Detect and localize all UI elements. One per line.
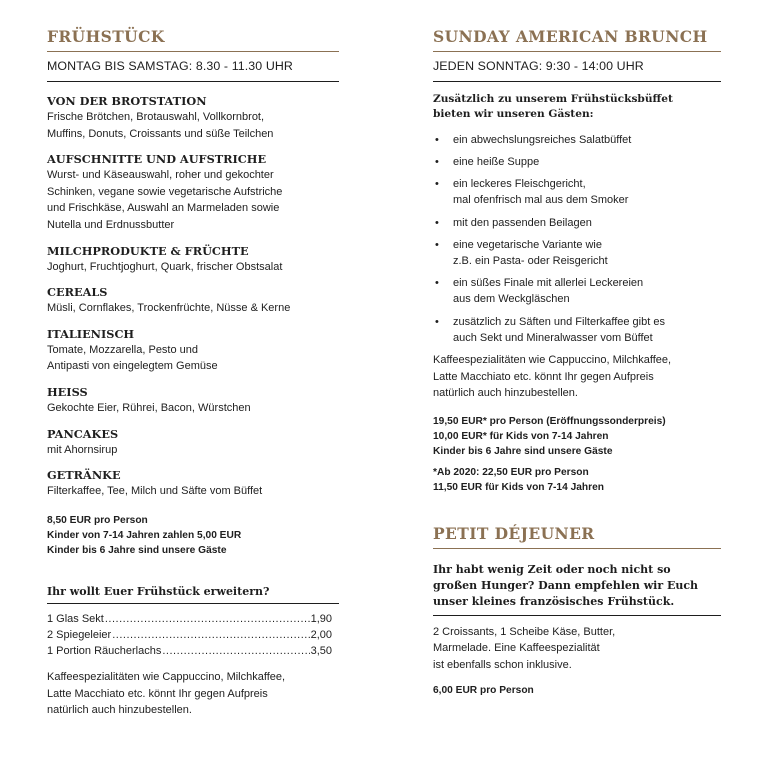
intro-line: unser kleines französisches Frühstück. xyxy=(433,595,675,609)
price-line: 11,50 EUR für Kids von 7-14 Jahren xyxy=(433,481,604,493)
bullet-text: ein leckeres Fleischgericht, xyxy=(453,178,586,191)
extra-price: 2,00 xyxy=(310,628,332,641)
extra-label: 1 Portion Räucherlachs xyxy=(47,644,162,657)
extra-price: 1,90 xyxy=(310,612,332,625)
note-line: Latte Macchiato etc. könnt Ihr gegen Aufpreis xyxy=(433,370,654,383)
category-description: Müsli, Cornflakes, Trockenfrüchte, Nüsse & Kerne xyxy=(47,302,291,315)
note-line: Kaffeespezialitäten wie Cappuccino, Milchkaffee, xyxy=(433,354,672,367)
extra-row xyxy=(47,611,332,627)
times-rule xyxy=(47,81,339,82)
brunch-prices-2020 xyxy=(433,465,721,495)
bullet-icon: • xyxy=(435,216,439,229)
fruehstueck-categories xyxy=(47,94,339,500)
price-line: 19,50 EUR* pro Person (Eröffnungssonderpreis) xyxy=(433,415,666,427)
petit-desc xyxy=(433,624,721,674)
category-description: Filterkaffee, Tee, Milch und Säfte vom Büffet xyxy=(47,485,263,498)
title-rule xyxy=(433,51,721,52)
menu-category xyxy=(47,385,339,417)
category-description: mit Ahornsirup xyxy=(47,443,118,456)
category-description: Schinken, vegane sowie vegetarische Aufstriche xyxy=(47,185,283,198)
extra-row xyxy=(47,643,332,659)
note-line: natürlich auch hinzubestellen. xyxy=(433,387,578,400)
petit-price: 6,00 EUR pro Person xyxy=(433,685,534,697)
leader-dots xyxy=(105,611,310,627)
brunch-bullets xyxy=(433,132,721,346)
fruehstueck-section xyxy=(47,0,339,719)
category-description: Joghurt, Fruchtjoghurt, Quark, frischer Obstsalat xyxy=(47,260,283,273)
extra-price: 3,50 xyxy=(310,644,332,657)
category-description: Gekochte Eier, Rührei, Bacon, Würstchen xyxy=(47,401,251,414)
petit-section xyxy=(433,525,721,698)
brunch-coffee-note xyxy=(433,352,721,402)
list-item xyxy=(433,132,721,148)
category-name: AUFSCHNITTE UND AUFSTRICHE xyxy=(47,152,267,167)
times-rule xyxy=(433,81,721,82)
menu-category xyxy=(47,468,339,500)
bullet-text: eine vegetarische Variante wie xyxy=(453,238,602,251)
price-adult: 8,50 EUR pro Person xyxy=(47,514,148,526)
list-item xyxy=(433,314,721,346)
desc-line: 2 Croissants, 1 Scheibe Käse, Butter, xyxy=(433,625,616,638)
price-small-kids: Kinder bis 6 Jahre sind unsere Gäste xyxy=(47,544,227,556)
fruehstueck-title: FRÜHSTÜCK xyxy=(47,27,165,46)
brunch-times: JEDEN SONNTAG: 9:30 - 14:00 UHR xyxy=(433,59,644,73)
list-item xyxy=(433,237,721,269)
extend-rule xyxy=(47,603,339,604)
bullet-text: mit den passenden Beilagen xyxy=(453,216,592,229)
list-item xyxy=(433,275,721,307)
menu-category xyxy=(47,327,339,375)
bullet-text: auch Sekt und Mineralwasser vom Büffet xyxy=(453,331,653,344)
bullet-icon: • xyxy=(435,315,439,328)
fruehstueck-prices xyxy=(47,513,339,558)
bullet-icon: • xyxy=(435,156,439,169)
bullet-text: mal ofenfrisch mal aus dem Smoker xyxy=(453,194,629,207)
menu-category xyxy=(47,427,339,459)
category-name: ITALIENISCH xyxy=(47,326,135,341)
note-line: Latte Macchiato etc. könnt Ihr gegen Aufpreis xyxy=(47,687,268,700)
brunch-intro xyxy=(433,92,721,123)
category-name: PANCAKES xyxy=(47,426,119,441)
category-description: Nutella und Erdnussbutter xyxy=(47,218,175,231)
category-name: GETRÄNKE xyxy=(47,468,121,483)
bullet-icon: • xyxy=(435,277,439,290)
bullet-text: z.B. ein Pasta- oder Reisgericht xyxy=(453,255,608,268)
bullet-icon: • xyxy=(435,133,439,146)
category-name: MILCHPRODUKTE & FRÜCHTE xyxy=(47,243,249,258)
brunch-title: SUNDAY AMERICAN BRUNCH xyxy=(433,27,708,46)
note-line: Kaffeespezialitäten wie Cappuccino, Milchkaffee, xyxy=(47,670,286,683)
petit-title: PETIT DÉJEUNER xyxy=(433,524,595,543)
bullet-text: ein süßes Finale mit allerlei Leckereien xyxy=(453,277,644,290)
extra-row xyxy=(47,627,332,643)
extend-title: Ihr wollt Euer Frühstück erweitern? xyxy=(47,584,270,598)
category-description: Tomate, Mozzarella, Pesto und xyxy=(47,343,199,356)
category-name: CEREALS xyxy=(47,285,108,300)
title-rule xyxy=(47,51,339,52)
extras-list xyxy=(47,611,332,659)
extra-label: 1 Glas Sekt xyxy=(47,612,104,625)
title-rule xyxy=(433,548,721,549)
category-description: Wurst- und Käseauswahl, roher und gekochter xyxy=(47,169,274,182)
category-description: Muffins, Donuts, Croissants und süße Teilchen xyxy=(47,127,274,140)
price-line: Kinder bis 6 Jahre sind unsere Gäste xyxy=(433,445,613,457)
bullet-icon: • xyxy=(435,178,439,191)
price-kids: Kinder von 7-14 Jahren zahlen 5,00 EUR xyxy=(47,529,242,541)
category-description: und Frischkäse, Auswahl an Marmeladen sowie xyxy=(47,202,280,215)
menu-category xyxy=(47,244,339,276)
brunch-prices xyxy=(433,414,721,459)
price-line: 10,00 EUR* für Kids von 7-14 Jahren xyxy=(433,430,609,442)
category-name: VON DER BROTSTATION xyxy=(47,94,207,108)
brunch-section xyxy=(433,0,721,697)
bullet-text: ein abwechslungsreiches Salatbüffet xyxy=(453,133,632,146)
petit-intro xyxy=(433,562,721,611)
menu-category xyxy=(47,94,339,142)
category-name: HEISS xyxy=(47,384,88,399)
desc-line: Marmelade. Eine Kaffeespezialität xyxy=(433,642,600,655)
list-item xyxy=(433,154,721,170)
intro-line: Ihr habt wenig Zeit oder noch nicht so xyxy=(433,563,671,576)
list-item xyxy=(433,215,721,231)
leader-dots xyxy=(112,627,309,643)
bullet-text: aus dem Weckgläschen xyxy=(453,293,570,306)
note-line: natürlich auch hinzubestellen. xyxy=(47,704,192,717)
menu-category xyxy=(47,152,339,233)
intro-rule xyxy=(433,615,721,616)
fruehstueck-times: MONTAG BIS SAMSTAG: 8.30 - 11.30 UHR xyxy=(47,59,293,73)
intro-line: Zusätzlich zu unserem Frühstücksbüffet xyxy=(433,93,673,105)
intro-line: großen Hunger? Dann empfehlen wir Euch xyxy=(433,579,699,593)
bullet-icon: • xyxy=(435,238,439,251)
coffee-note xyxy=(47,669,339,719)
category-description: Antipasti von eingelegtem Gemüse xyxy=(47,360,218,373)
intro-line: bieten wir unseren Gästen: xyxy=(433,108,594,121)
price-line: *Ab 2020: 22,50 EUR pro Person xyxy=(433,466,589,478)
extra-label: 2 Spiegeleier xyxy=(47,628,112,641)
list-item xyxy=(433,176,721,208)
category-description: Frische Brötchen, Brotauswahl, Vollkornbrot, xyxy=(47,111,265,123)
desc-line: ist ebenfalls schon inklusive. xyxy=(433,658,572,671)
bullet-text: zusätzlich zu Säften und Filterkaffee gibt es xyxy=(453,315,665,328)
menu-category xyxy=(47,285,339,317)
bullet-text: eine heiße Suppe xyxy=(453,156,540,169)
leader-dots xyxy=(162,643,309,659)
